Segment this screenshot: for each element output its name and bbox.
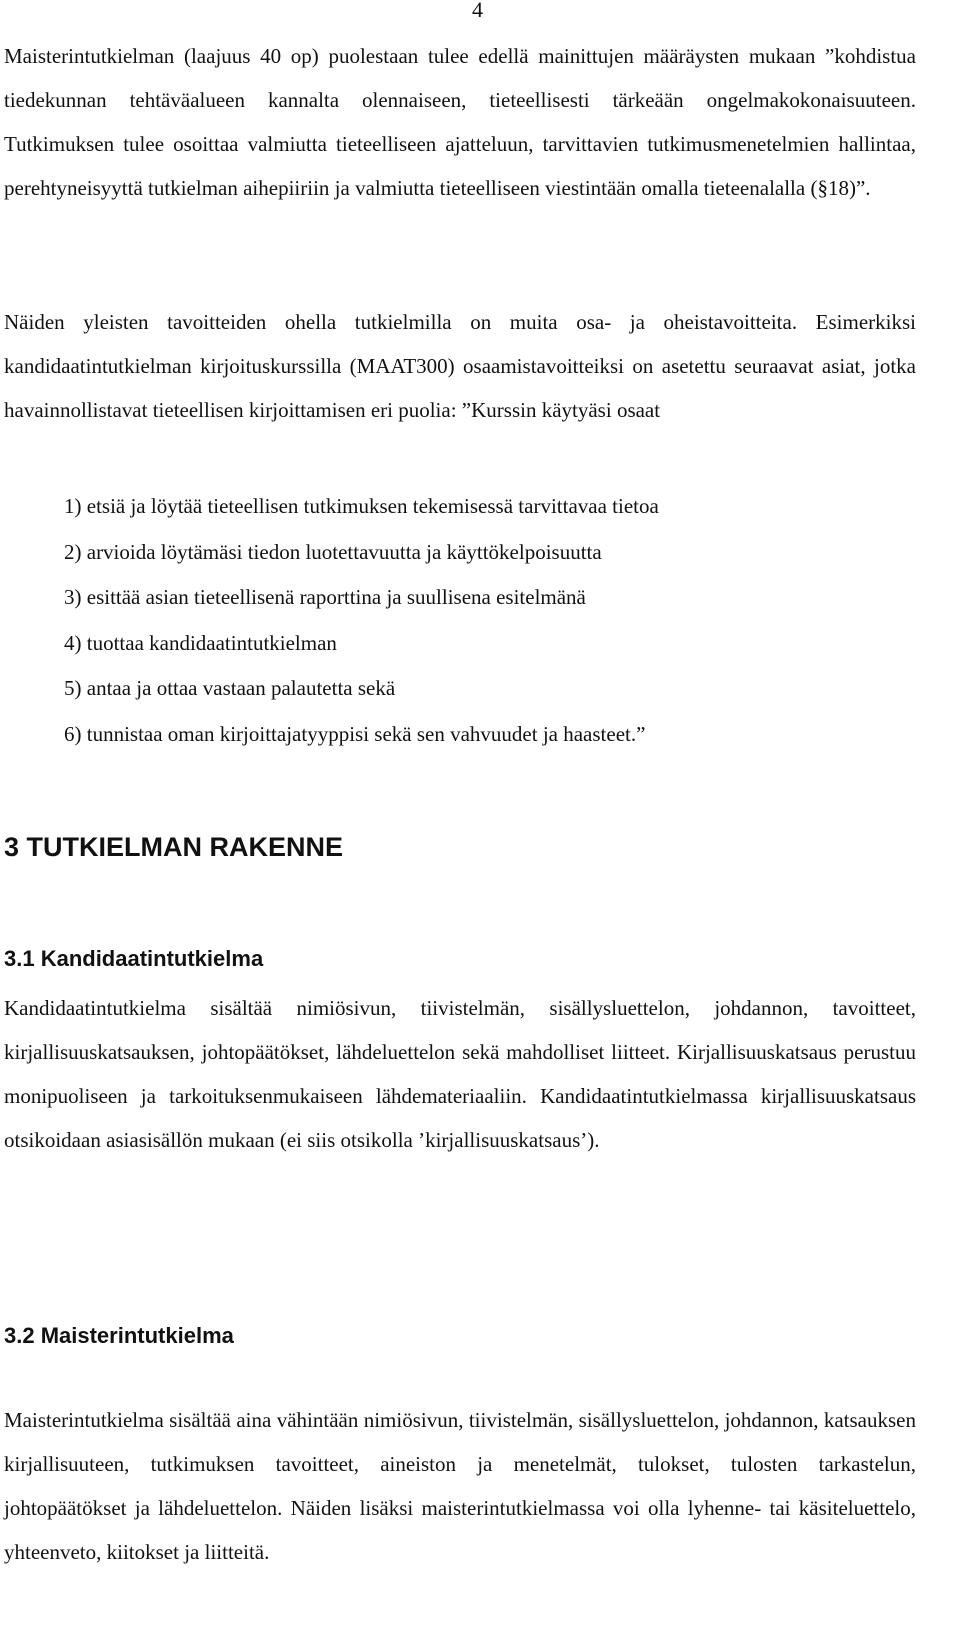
maisteri-paragraph: Maisterintutkielma sisältää aina vähintään nimiösivun, tiivistelmän, sisällysluettelon, johdannon, katsauksen kirjallisuuteen, tutkimuksen tavoitteet, aineiston ja menetelmät, tulokset, tulosten tarkastelun, johtopäätökset ja lähdeluettelon. Näiden lisäksi maisterintutkielmassa voi olla lyhenne- tai käsiteluettelo, yhteenveto, kiitokset ja liitteitä.	[4, 1408, 916, 1564]
subsection-heading-maisteri: 3.2 Maisterintutkielma	[4, 1323, 234, 1348]
list-item: 6) tunnistaa oman kirjoittajatyyppisi sekä sen vahvuudet ja haasteet.”	[64, 721, 646, 746]
subsection-heading-kandidaatti: 3.1 Kandidaatintutkielma	[4, 946, 264, 971]
list-item: 2) arvioida löytämäsi tiedon luotettavuutta ja käyttökelpoisuutta	[64, 539, 602, 564]
intro-paragraph: Maisterintutkielman (laajuus 40 op) puolestaan tulee edellä mainittujen määräysten mukaan ”kohdistua tiedekunnan tehtäväalueen kannalta olennaiseen, tieteellisesti tärkeään ongelmakokonaisuuteen. Tutkimuksen tulee osoittaa valmiutta tieteelliseen ajatteluun, tarvittavien tutkimusmenetelmien hallintaa, perehtyneisyyttä tutkielman aihepiiriin ja valmiutta tieteelliseen viestintään omalla tieteenalalla (§18)”.	[4, 44, 916, 200]
goals-paragraph: Näiden yleisten tavoitteiden ohella tutkielmilla on muita osa- ja oheistavoitteita. Esimerkiksi kandidaatintutkielman kirjoituskurssilla (MAAT300) osaamistavoitteiksi on asetettu seuraavat asiat, jotka havainnollistavat tieteellisen kirjoittamisen eri puolia: ”Kurssin käytyäsi osaat	[4, 310, 916, 422]
list-item: 5) antaa ja ottaa vastaan palautetta sekä	[64, 676, 396, 700]
section-heading: 3 TUTKIELMAN RAKENNE	[4, 832, 344, 862]
learning-goals-list	[64, 484, 659, 757]
page-number: 4	[472, 0, 483, 22]
kandidaatti-paragraph: Kandidaatintutkielma sisältää nimiösivun, tiivistelmän, sisällysluettelon, johdannon, tavoitteet, kirjallisuuskatsauksen, johtopäätökset, lähdeluettelon sekä mahdolliset liitteet. Kirjallisuuskatsaus perustuu monipuoliseen ja tarkoituksenmukaiseen lähdemateriaaliin. Kandidaatintutkielmassa kirjallisuuskatsaus otsikoidaan asiasisällön mukaan (ei siis otsikolla ’kirjallisuuskatsaus’).	[4, 996, 916, 1152]
list-item: 4) tuottaa kandidaatintutkielman	[64, 630, 337, 655]
list-item: 3) esittää asian tieteellisenä raporttina ja suullisena esitelmänä	[64, 585, 586, 609]
list-item: 1) etsiä ja löytää tieteellisen tutkimuksen tekemisessä tarvittavaa tietoa	[64, 494, 659, 518]
